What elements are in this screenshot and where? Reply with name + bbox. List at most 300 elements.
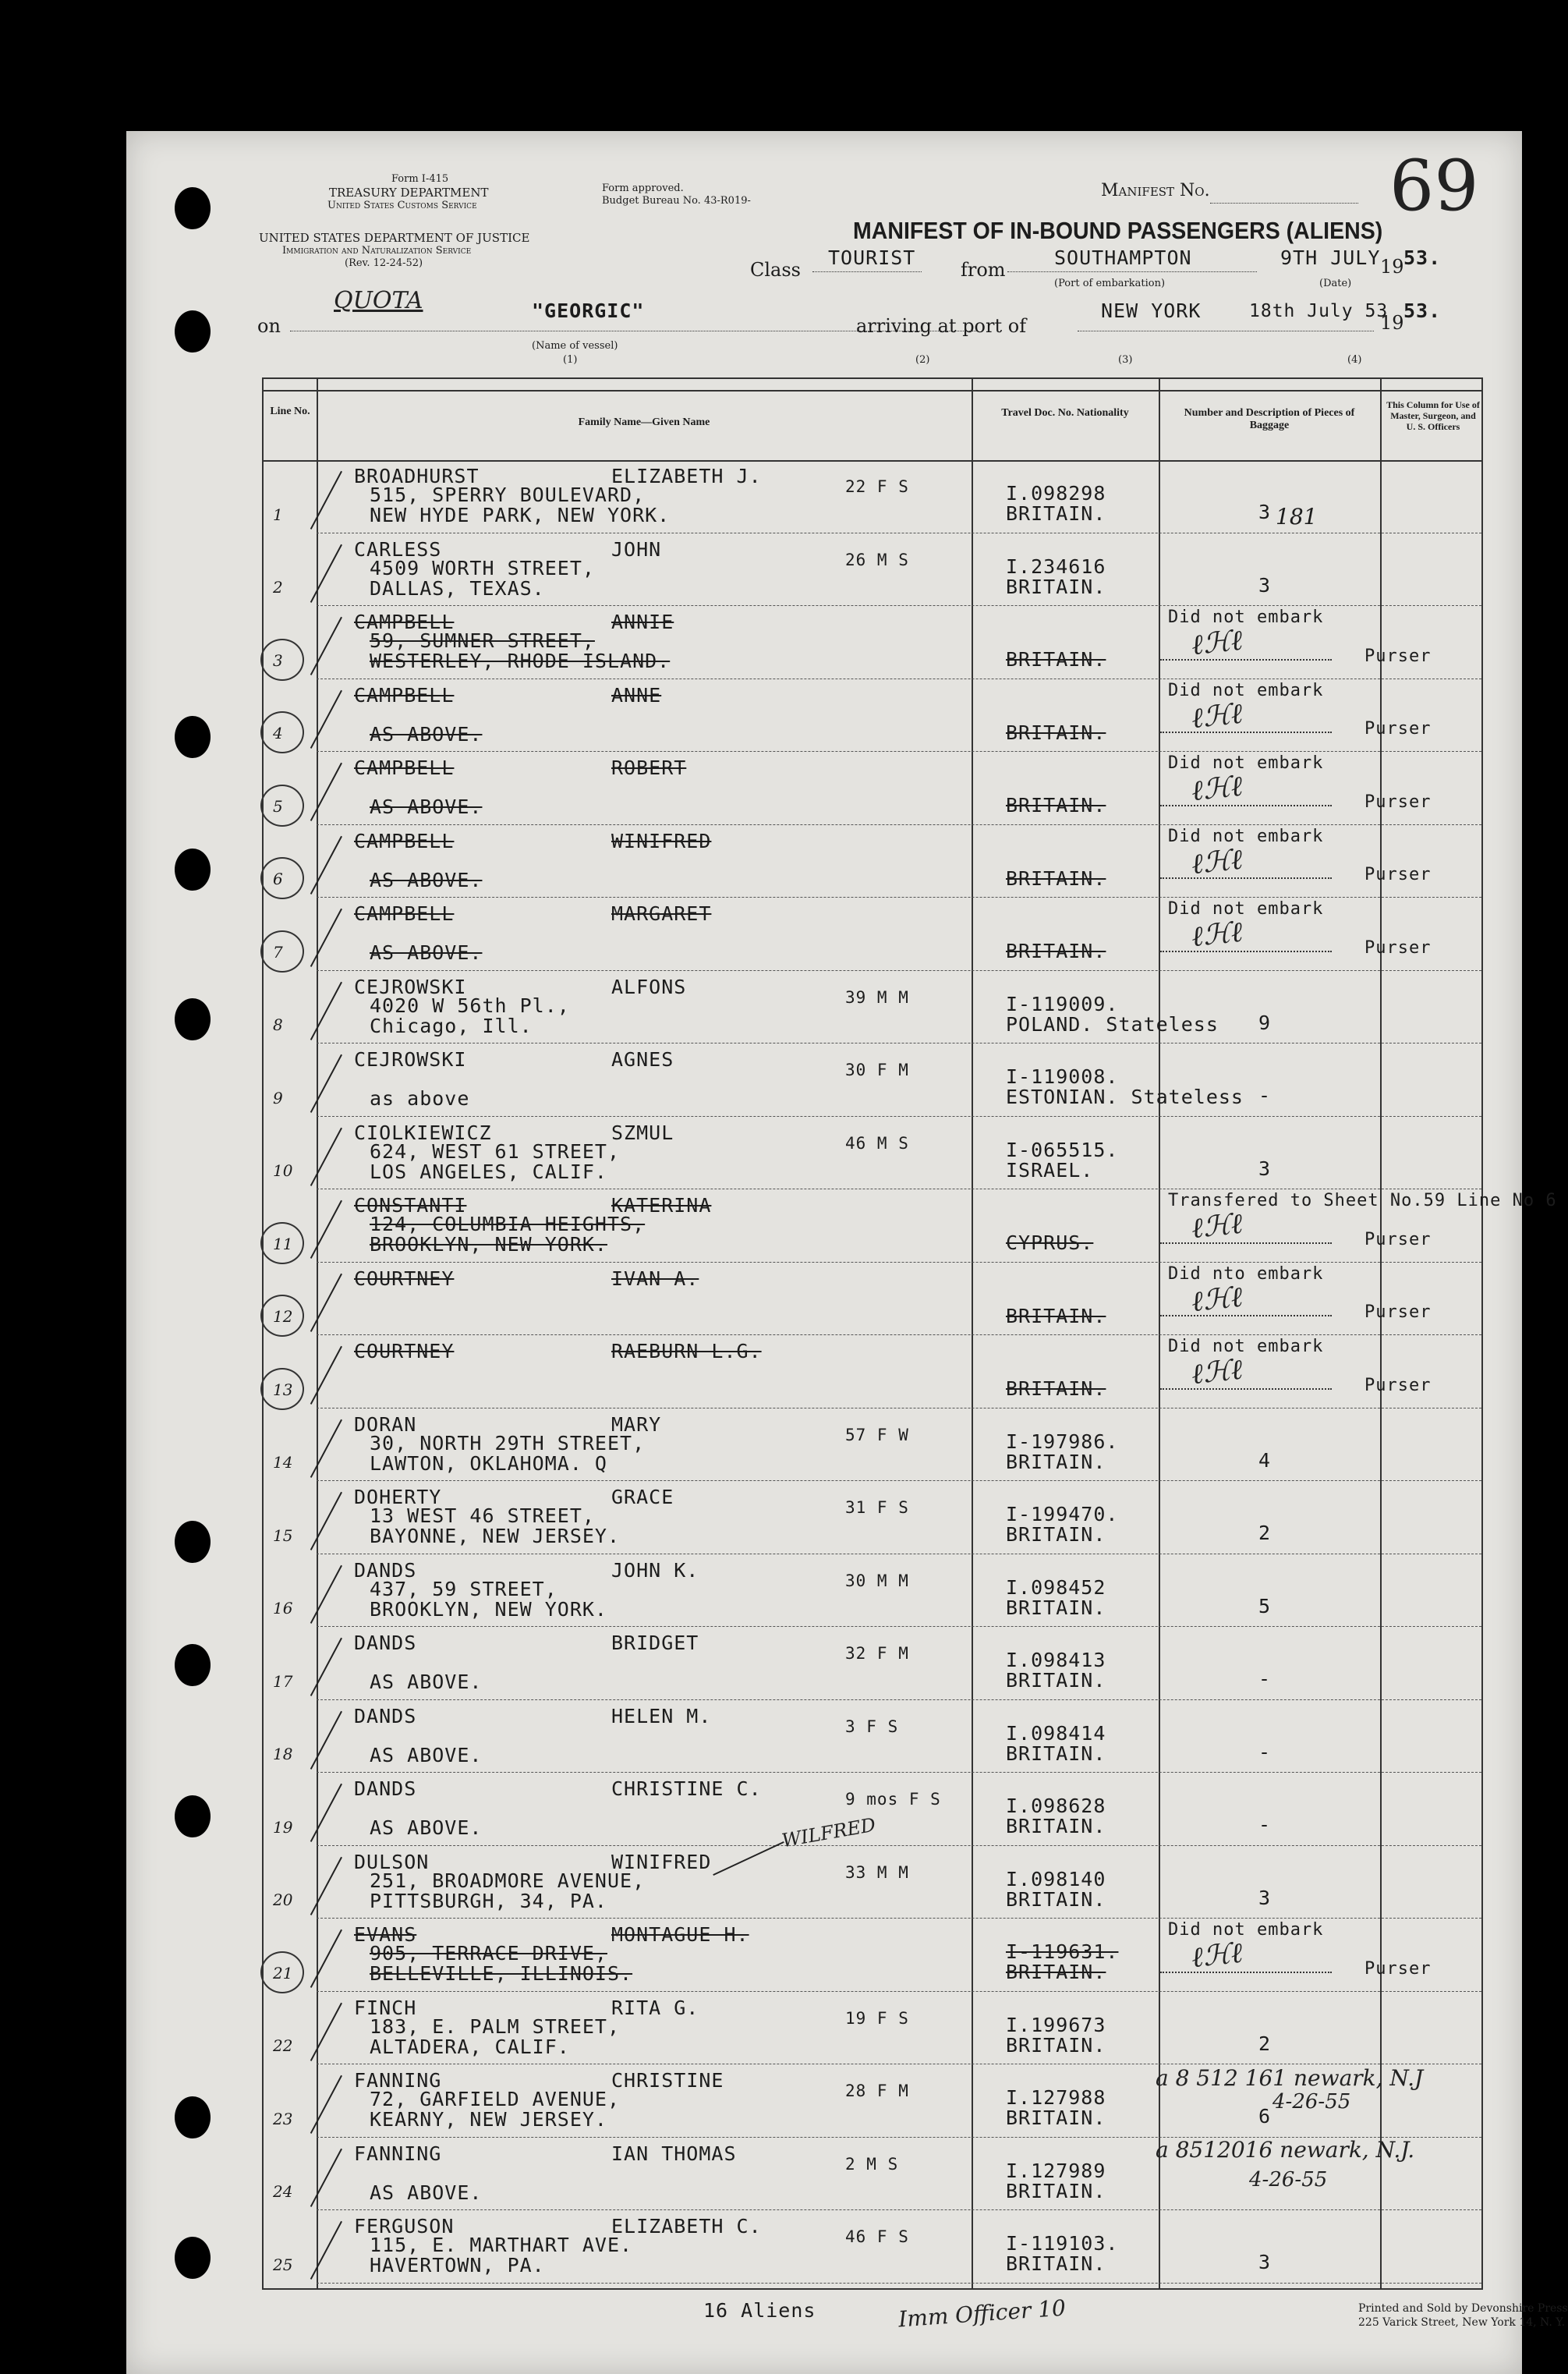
table-row xyxy=(264,1263,1481,1336)
aliens-count: 16 Aliens xyxy=(703,2299,816,2322)
baggage-count: 3 xyxy=(1258,1886,1272,1909)
check-mark xyxy=(310,1346,342,1405)
nationality: BRITAIN. xyxy=(1006,2252,1106,2275)
status-note: Did nto embark xyxy=(1168,1263,1324,1284)
struck-circle xyxy=(260,930,304,973)
wilfred-handwritten: WILFRED xyxy=(780,1813,878,1852)
purser-label: Purser xyxy=(1364,1958,1432,1979)
baggage-count: 6 xyxy=(1258,2105,1272,2128)
given-name: AGNES xyxy=(611,1048,674,1071)
family-name: CIOLKIEWICZ xyxy=(354,1121,492,1144)
given-name: GRACE xyxy=(611,1486,674,1508)
rev-label: (Rev. 12-24-52) xyxy=(345,257,423,269)
punch-hole xyxy=(175,310,211,353)
line-number: 13 xyxy=(273,1380,293,1399)
address-line-2: AS ABOVE. xyxy=(370,1816,483,1839)
address-line-2: KEARNY, NEW JERSEY. xyxy=(370,2108,607,2131)
punch-hole xyxy=(175,2096,211,2138)
age-sex-status: 46 M S xyxy=(845,1133,909,1153)
address-line-1: 72, GARFIELD AVENUE, xyxy=(370,2088,621,2110)
given-name: IVAN A. xyxy=(611,1267,699,1290)
signature-line xyxy=(1160,659,1332,661)
from-value: SOUTHAMPTON xyxy=(1054,246,1192,269)
punch-hole xyxy=(175,998,211,1040)
status-note: Did not embark xyxy=(1168,608,1324,627)
fanning1-note-b: 4-26-55 xyxy=(1272,2090,1351,2114)
family-name: DANDS xyxy=(354,1558,417,1582)
family-name: CAMPBELL xyxy=(354,683,455,707)
status-note: Did not embark xyxy=(1168,899,1324,919)
check-mark xyxy=(310,835,342,894)
nationality: BRITAIN. xyxy=(1006,1523,1106,1546)
signature-scrawl: ℓℋℓ xyxy=(1190,1353,1244,1391)
manifest-no-label: Manifest No. xyxy=(1101,181,1210,200)
nationality: ESTONIAN. Stateless xyxy=(1006,1086,1244,1108)
nationality: BRITAIN. xyxy=(1006,575,1106,598)
given-name: ALFONS xyxy=(611,975,687,998)
address-line-1: 30, NORTH 29TH STREET, xyxy=(370,1431,646,1455)
table-row xyxy=(264,679,1481,753)
arrival-year-prefix: 19 xyxy=(1380,312,1404,334)
baggage-count: 5 xyxy=(1258,1594,1272,1618)
check-mark xyxy=(310,1127,342,1185)
given-name: HELEN M. xyxy=(611,1704,712,1727)
baggage-count: - xyxy=(1258,1084,1272,1107)
check-mark xyxy=(310,689,342,748)
address-line-2: NEW HYDE PARK, NEW YORK. xyxy=(370,504,671,526)
nationality: BRITAIN. xyxy=(1006,2033,1106,2057)
check-mark xyxy=(310,763,342,821)
line-number: 22 xyxy=(273,2036,293,2055)
purser-label: Purser xyxy=(1364,937,1432,958)
signature-line xyxy=(1160,1315,1332,1316)
travel-doc-no: I.098414 xyxy=(1006,1721,1106,1745)
signature-line xyxy=(1160,877,1332,879)
nationality: BRITAIN. xyxy=(1006,940,1106,962)
table-row xyxy=(264,1992,1481,2065)
baggage-count: - xyxy=(1258,1667,1272,1690)
signature-line xyxy=(1160,1388,1332,1390)
travel-doc-no: I.098140 xyxy=(1006,1867,1106,1890)
travel-doc-no: I-119009. xyxy=(1006,992,1119,1015)
col-number: (3) xyxy=(1118,354,1133,366)
struck-circle xyxy=(260,785,304,827)
nationality: BRITAIN. xyxy=(1006,1450,1106,1473)
struck-circle xyxy=(260,1295,304,1337)
purser-label: Purser xyxy=(1364,792,1432,812)
given-name: BRIDGET xyxy=(611,1632,699,1654)
signature-line xyxy=(1160,1972,1332,1973)
line-number: 20 xyxy=(273,1890,293,1909)
printer-line-2: 225 Varick Street, New York 14, N. Y. xyxy=(1358,2316,1566,2329)
age-sex-status: 46 F S xyxy=(845,2227,909,2246)
baggage-count: - xyxy=(1258,1740,1272,1763)
status-note: Did not embark xyxy=(1168,753,1324,773)
signature-scrawl: ℓℋℓ xyxy=(1190,1281,1244,1318)
address-line-2: as above xyxy=(370,1087,470,1110)
date-value: 9TH JULY xyxy=(1280,246,1381,269)
punch-hole xyxy=(175,187,211,229)
check-mark xyxy=(310,1856,342,1915)
table-row xyxy=(264,1554,1481,1628)
signature-line xyxy=(1160,732,1332,733)
table-row xyxy=(264,1117,1481,1190)
family-name: CEJROWSKI xyxy=(354,1048,467,1071)
given-name: ANNE xyxy=(611,683,662,707)
purser-label: Purser xyxy=(1364,646,1432,666)
address-line-2: HAVERTOWN, PA. xyxy=(370,2254,545,2277)
nationality: BRITAIN. xyxy=(1006,2106,1106,2129)
col-number: (1) xyxy=(563,354,578,366)
line-number: 3 xyxy=(273,650,283,670)
line-number: 21 xyxy=(273,1963,293,1982)
nationality: ISRAEL. xyxy=(1006,1158,1094,1182)
age-sex-status: 31 F S xyxy=(845,1498,909,1517)
treasury-label: TREASURY DEPARTMENT xyxy=(329,186,489,200)
travel-doc-no: I-119103. xyxy=(1006,2232,1119,2255)
ins-label: Immigration and Naturalization Service xyxy=(282,245,472,257)
class-label: Class xyxy=(750,259,801,281)
from-label: from xyxy=(961,259,1006,281)
address-line-2: BAYONNE, NEW JERSEY. xyxy=(370,1525,621,1547)
baggage-count: 3 xyxy=(1258,501,1272,523)
punch-hole xyxy=(175,2237,211,2279)
address-line-1: 4509 WORTH STREET, xyxy=(370,556,595,579)
signature-line xyxy=(1160,805,1332,806)
nationality: BRITAIN. xyxy=(1006,721,1106,744)
nationality: POLAND. Stateless xyxy=(1006,1012,1219,1036)
given-name: MONTAGUE H. xyxy=(611,1923,749,1946)
travel-doc-no: I.127988 xyxy=(1006,2086,1106,2109)
travel-doc-no: I.098452 xyxy=(1006,1575,1106,1599)
baggage-count: 3 xyxy=(1258,573,1272,597)
justice-label: UNITED STATES DEPARTMENT OF JUSTICE xyxy=(259,231,530,245)
age-sex-status: 2 M S xyxy=(845,2154,899,2174)
line-number: 5 xyxy=(273,796,283,816)
given-name: ELIZABETH C. xyxy=(611,2215,762,2238)
arrival-year: 53. xyxy=(1403,299,1442,322)
officer-signature: Imm Officer 10 xyxy=(897,2294,1067,2333)
punch-hole xyxy=(175,716,211,758)
signature-scrawl: ℓℋℓ xyxy=(1190,624,1244,662)
status-note: Did not embark xyxy=(1168,826,1324,846)
manifest-page xyxy=(126,131,1568,2374)
nationality: BRITAIN. xyxy=(1006,1669,1106,1692)
given-name: RAEBURN L.G. xyxy=(611,1340,762,1362)
on-label: on xyxy=(257,315,281,337)
struck-circle xyxy=(260,1222,304,1264)
line-number: 25 xyxy=(273,2255,293,2274)
manifest-title: MANIFEST OF IN-BOUND PASSENGERS (ALIENS) xyxy=(853,217,1383,244)
check-mark xyxy=(310,1054,342,1113)
line-number: 8 xyxy=(273,1015,283,1034)
form-approved: Form approved. xyxy=(602,182,684,194)
purser-label: Purser xyxy=(1364,865,1432,884)
address-line-1: 115, E. MARTHART AVE. xyxy=(370,2234,633,2256)
fanning2-note-b: 4-26-55 xyxy=(1249,2168,1328,2192)
travel-doc-no: I.098298 xyxy=(1006,482,1106,505)
purser-label: Purser xyxy=(1364,1229,1432,1249)
signature-line xyxy=(1160,951,1332,952)
check-mark xyxy=(310,2221,342,2280)
given-name: IAN THOMAS xyxy=(611,2142,737,2165)
check-mark xyxy=(310,1273,342,1331)
purser-label: Purser xyxy=(1364,719,1432,739)
given-name: WINIFRED xyxy=(611,1850,712,1873)
line-number: 23 xyxy=(273,2109,293,2128)
check-mark xyxy=(310,1638,342,1696)
address-line-2: AS ABOVE. xyxy=(370,1743,483,1766)
check-mark xyxy=(310,471,342,530)
nationality: BRITAIN. xyxy=(1006,502,1106,525)
age-sex-status: 32 F M xyxy=(845,1644,909,1663)
travel-doc-no: I.098628 xyxy=(1006,1795,1106,1817)
col-header-family-name: Family Name—Given Name xyxy=(578,416,710,428)
signature-scrawl: ℓℋℓ xyxy=(1190,770,1244,808)
family-name: DANDS xyxy=(354,1704,417,1727)
line-number: 17 xyxy=(273,1671,293,1691)
address-line-2: AS ABOVE. xyxy=(370,868,483,891)
check-mark xyxy=(310,981,342,1040)
check-mark xyxy=(310,1419,342,1477)
vessel-name: "GEORGIC" xyxy=(532,299,645,322)
age-sex-status: 30 M M xyxy=(845,1571,909,1590)
travel-doc-no: I-119008. xyxy=(1006,1065,1119,1088)
family-name: CAMPBELL xyxy=(354,829,455,852)
given-name: CHRISTINE xyxy=(611,2069,724,2092)
table-row xyxy=(264,1846,1481,1919)
table-row xyxy=(264,971,1481,1044)
status-note: Did not embark xyxy=(1168,1337,1324,1356)
travel-doc-no: I-065515. xyxy=(1006,1138,1119,1161)
address-line-1: 624, WEST 61 STREET, xyxy=(370,1139,621,1163)
line-number: 6 xyxy=(273,870,283,888)
table-row xyxy=(264,752,1481,825)
col-header-travel-doc: Travel Doc. No. Nationality xyxy=(1001,407,1129,419)
travel-doc-no: I-119631. xyxy=(1006,1940,1119,1963)
check-mark xyxy=(310,2075,342,2134)
check-mark xyxy=(310,2148,342,2206)
address-line-1: 183, E. PALM STREET, xyxy=(370,2014,621,2038)
family-name: CAMPBELL xyxy=(354,756,455,779)
punch-hole xyxy=(175,1644,211,1686)
family-name: BROADHURST xyxy=(354,465,480,487)
age-sex-status: 9 mos F S xyxy=(845,1790,941,1809)
family-name: DANDS xyxy=(354,1777,417,1800)
signature-scrawl: ℓℋℓ xyxy=(1190,697,1244,735)
family-name: CEJROWSKI xyxy=(354,975,467,998)
family-name: DOHERTY xyxy=(354,1486,442,1508)
punch-hole xyxy=(175,1795,211,1837)
baggage-count: 4 xyxy=(1258,1448,1272,1472)
table-row xyxy=(264,1043,1481,1117)
address-line-2: LOS ANGELES, CALIF. xyxy=(370,1160,607,1183)
officer-mark: 181 xyxy=(1276,504,1318,530)
year-prefix: 19 xyxy=(1380,256,1404,278)
nationality: BRITAIN. xyxy=(1006,648,1106,671)
check-mark xyxy=(310,1784,342,1842)
check-mark xyxy=(310,544,342,602)
table-row xyxy=(264,1919,1481,1992)
age-sex-status: 26 M S xyxy=(845,550,909,569)
nationality: BRITAIN. xyxy=(1006,866,1106,890)
age-sex-status: 39 M M xyxy=(845,987,909,1007)
signature-scrawl: ℓℋℓ xyxy=(1190,1936,1244,1975)
address-line-1: 437, 59 STREET, xyxy=(370,1577,557,1600)
family-name: FANNING xyxy=(354,2142,442,2165)
nationality: CYPRUS. xyxy=(1006,1231,1094,1254)
family-name: DULSON xyxy=(354,1850,430,1873)
table-row xyxy=(264,1335,1481,1408)
address-line-2: ALTADERA, CALIF. xyxy=(370,2035,570,2058)
baggage-count: - xyxy=(1258,1813,1272,1836)
family-name: FANNING xyxy=(354,2069,442,2092)
form-id: Form I-415 xyxy=(391,173,449,185)
baggage-count: 9 xyxy=(1258,1011,1272,1034)
nationality: BRITAIN. xyxy=(1006,1961,1106,1983)
vessel-caption: (Name of vessel) xyxy=(532,340,618,352)
col-header-baggage: Number and Description of Pieces of Baggage xyxy=(1184,407,1355,431)
given-name: MARGARET xyxy=(611,902,712,925)
address-line-1: 515, SPERRY BOULEVARD, xyxy=(370,484,646,506)
manifest-table xyxy=(262,377,1557,2290)
arriving-label: arriving at port of xyxy=(856,315,1027,337)
check-mark xyxy=(310,1200,342,1259)
travel-doc-no: I.098413 xyxy=(1006,1649,1106,1671)
line-number: 16 xyxy=(273,1599,293,1618)
age-sex-status: 22 F S xyxy=(845,477,909,496)
from-line xyxy=(1007,271,1257,272)
given-name: CHRISTINE C. xyxy=(611,1777,762,1800)
given-name: JOHN xyxy=(611,537,662,561)
line-number: 7 xyxy=(273,942,283,962)
table-row xyxy=(264,825,1481,898)
row-divider xyxy=(317,2283,1481,2284)
family-name: CARLESS xyxy=(354,537,442,561)
line-number: 18 xyxy=(273,1745,293,1763)
nationality: BRITAIN. xyxy=(1006,794,1106,817)
table-row xyxy=(264,606,1481,679)
nationality: BRITAIN. xyxy=(1006,1887,1106,1911)
col-number: (2) xyxy=(915,354,930,366)
family-name: EVANS xyxy=(354,1923,417,1946)
line-number: 2 xyxy=(273,578,283,597)
address-line-2: AS ABOVE. xyxy=(370,1671,483,1693)
baggage-count: 3 xyxy=(1258,1157,1272,1180)
arrival-port: NEW YORK xyxy=(1101,299,1202,322)
line-number: 11 xyxy=(273,1234,293,1253)
line-number: 9 xyxy=(273,1088,283,1107)
baggage-count: 3 xyxy=(1258,2251,1272,2273)
address-line-2: DALLAS, TEXAS. xyxy=(370,576,545,600)
struck-circle xyxy=(260,639,304,681)
address-line-2: AS ABOVE. xyxy=(370,722,483,746)
line-number: 1 xyxy=(273,505,283,524)
budget-bureau: Budget Bureau No. 43-R019- xyxy=(602,195,751,207)
travel-doc-no: I.127989 xyxy=(1006,2159,1106,2182)
line-number: 15 xyxy=(273,1525,293,1545)
age-sex-status: 30 F M xyxy=(845,1061,909,1079)
given-name: JOHN K. xyxy=(611,1558,699,1582)
class-value: TOURIST xyxy=(828,246,916,269)
address-line-1: 4020 W 56th Pl., xyxy=(370,994,570,1017)
nationality: BRITAIN. xyxy=(1006,2179,1106,2202)
struck-circle xyxy=(260,711,304,753)
col-number: (4) xyxy=(1347,354,1362,366)
age-sex-status: 19 F S xyxy=(845,2008,909,2028)
family-name: COURTNEY xyxy=(354,1340,455,1362)
address-line-1: 251, BROADMORE AVENUE, xyxy=(370,1869,646,1892)
class-line xyxy=(812,271,922,272)
date-caption: (Date) xyxy=(1319,278,1352,289)
status-note: Transfered to Sheet No.59 Line No 6 xyxy=(1168,1191,1557,1210)
check-mark xyxy=(310,1564,342,1623)
travel-doc-no: I-197986. xyxy=(1006,1430,1119,1453)
family-name: CAMPBELL xyxy=(354,902,455,925)
address-line-1: 59, SUMNER STREET, xyxy=(370,629,595,652)
address-line-2: BROOKLYN, NEW YORK. xyxy=(370,1597,607,1621)
family-name: FERGUSON xyxy=(354,2215,455,2238)
family-name: DANDS xyxy=(354,1632,417,1654)
family-name: CONSTANTI xyxy=(354,1194,467,1217)
given-name: KATERINA xyxy=(611,1194,712,1217)
line-number: 12 xyxy=(273,1307,293,1326)
check-mark xyxy=(310,617,342,675)
given-name: MARY xyxy=(611,1412,662,1436)
nationality: BRITAIN. xyxy=(1006,1596,1106,1619)
col-header-officers: This Column for Use of Master, Surgeon, and U. S. Officers xyxy=(1386,399,1480,432)
address-line-2: AS ABOVE. xyxy=(370,795,483,818)
age-sex-status: 57 F W xyxy=(845,1425,909,1444)
status-note: Did not embark xyxy=(1168,680,1324,700)
check-mark xyxy=(310,909,342,967)
address-line-2: Chicago, Ill. xyxy=(370,1014,533,1037)
table-row xyxy=(264,460,1481,533)
year-value: 53. xyxy=(1403,246,1442,269)
given-name: ROBERT xyxy=(611,756,687,779)
age-sex-status: 28 F M xyxy=(845,2082,909,2100)
family-name: CAMPBELL xyxy=(354,611,455,633)
address-line-1: 124, COLUMBIA HEIGHTS, xyxy=(370,1213,646,1235)
address-line-2: WESTERLEY, RHODE ISLAND. xyxy=(370,650,671,672)
arrival-date: 18th July 53 xyxy=(1249,301,1389,321)
quota-handwritten: QUOTA xyxy=(334,287,423,314)
address-line-2: AS ABOVE. xyxy=(370,2181,483,2204)
manifest-no-line xyxy=(1210,203,1358,204)
table-row xyxy=(264,533,1481,607)
punch-hole xyxy=(175,1521,211,1563)
table-row xyxy=(264,1627,1481,1700)
table-row xyxy=(264,898,1481,971)
address-line-2: LAWTON, OKLAHOMA. Q xyxy=(370,1451,607,1475)
given-name: ELIZABETH J. xyxy=(611,465,762,487)
address-line-1: 905, TERRACE DRIVE, xyxy=(370,1942,607,1965)
address-line-2: PITTSBURGH, 34, PA. xyxy=(370,1889,607,1912)
age-sex-status: 33 M M xyxy=(845,1862,909,1882)
header-top-rule xyxy=(264,390,1481,392)
struck-circle xyxy=(260,857,304,899)
customs-label: United States Customs Service xyxy=(327,200,477,211)
address-line-2: BROOKLYN, NEW YORK. xyxy=(370,1233,607,1256)
punch-hole xyxy=(175,849,211,891)
family-name: COURTNEY xyxy=(354,1267,455,1290)
table-row xyxy=(264,1700,1481,1773)
signature-scrawl: ℓℋℓ xyxy=(1190,1207,1244,1245)
printer-line-1: Printed and Sold by Devonshire Press xyxy=(1358,2302,1568,2315)
address-line-2: BELLEVILLE, ILLINOIS. xyxy=(370,1962,633,1985)
address-line-1: 13 WEST 46 STREET, xyxy=(370,1504,595,1527)
fanning1-note-a: a 8 512 161 newark, N.J xyxy=(1156,2065,1424,2091)
